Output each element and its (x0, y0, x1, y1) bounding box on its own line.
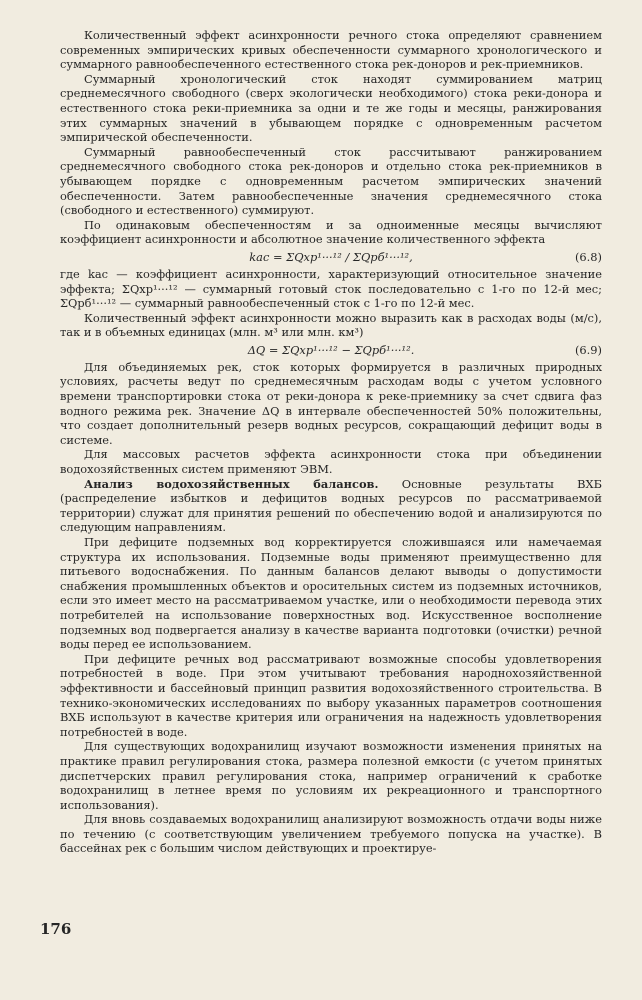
paragraph: При дефиците речных вод рассматривают возможные способы удовлетворения потребностей в воде. При этом учитывают требования народнохозяйственной эффективности и бассейновый принцип развития водохозяйственного строительства. В технико-экономических исследованиях по выбору указанных параметров соотношения ВХБ используют в качестве критерия или ограничения на надежность удовлетворения потребностей в воде. (60, 651, 602, 739)
paragraph: Для объединяемых рек, сток которых формируется в различных природных условиях, расчеты ведут по среднемесячным расходам воды с учетом условного времени транспортировки стока от реки-донора к реке-приемнику за счет сдвига фаз водного режима рек. Значение ΔQ в интервале обеспеченностей 50% положительны, что создает дополнительный резерв водных ресурсов, сокращающий дефицит воды в системе. (60, 359, 602, 447)
formula-text: kас = ΣQхр¹···¹² / ΣQрб¹···¹², (249, 249, 413, 264)
paragraph: Для вновь создаваемых водохранилищ анализируют возможность отдачи воды ниже по течению (с соответствующим увеличением требуемого попуска на участке). В бассейнах рек с большим числом действующих и проектируе- (60, 812, 602, 856)
formula-number: (6.8) (574, 249, 602, 264)
paragraph: Суммарный хронологический сток находят суммированием матриц среднемесячного свободного (сверх экологически необходимого) стока реки-донора и естественного стока реки-приемника за одни и те же годы и месяцы, ранжирования этих суммарных значений в убывающем порядке с одновременным расчетом эмпирической обеспеченности. (60, 71, 602, 145)
section-heading: Анализ водохозяйственных балансов. (84, 476, 379, 491)
paragraph: Суммарный равнообеспеченный сток рассчитывают ранжированием среднемесячного свободного стока рек-доноров и отдельно стока рек-приемников в убывающем порядке с одновременным расчетом эмпирических значений обеспеченности. Затем равнообеспеченные значения среднемесячного стока (свободного и естественного) суммируют. (60, 144, 602, 218)
paragraph: При дефиците подземных вод корректируется сложившаяся или намечаемая структура их использования. Подземные воды применяют преимущественно для питьевого водоснабжения. По данным балансов делают выводы о допустимости снабжения промышленных объектов и оросительных систем из подземных источников, если это имеет место на рассматриваемом участке, или о необходимости перевода этих потребителей на использование поверхностных вод. Искусственное восполнение подземных вод подвергается анализу в качестве варианта подготовки (очистки) речной воды перед ее использованием. (60, 535, 602, 652)
formula-text: ΔQ = ΣQхр¹···¹² − ΣQрб¹···¹². (247, 342, 415, 357)
formula-number: (6.9) (574, 342, 602, 357)
section-body: Основные результаты ВХБ (распределение избытков и дефицитов водных ресурсов по рассматриваемой территории) служат для принятия решений по обеспечению водой и анализируются по следующим направлениям. (60, 476, 602, 535)
paragraph: Для массовых расчетов эффекта асинхронности стока при объединении водохозяйственных систем применяют ЭВМ. (60, 447, 602, 477)
formula-6-9 (60, 342, 602, 358)
paragraph: Для существующих водохранилищ изучают возможности изменения принятых на практике правил регулирования стока, размера полезной емкости (с учетом принятых диспетчерских правил регулирования стока, например ограничений к сработке водохранилищ в летнее время по условиям их рекреационного и транспортного использования). (60, 739, 602, 812)
paragraph: По одинаковым обеспеченностям и за одноименные месяцы вычисляют коэффициент асинхронности и абсолютное значение количественного эффекта (60, 217, 602, 247)
paragraph: Количественный эффект асинхронности можно выразить как в расходах воды (м/с), так и в объемных единицах (млн. м³ или млн. км³) (60, 310, 602, 340)
paragraph: где kас — коэффициент асинхронности, характеризующий относительное значение эффекта; ΣQхр¹···¹² — суммарный готовый сток последовательно с 1-го по 12-й мес; ΣQрб¹···¹² — суммарный равнообеспеченный сток с 1-го по 12-й мес. (60, 266, 602, 311)
paragraph: Количественный эффект асинхронности речного стока определяют сравнением современных эмпирических кривых обеспеченности суммарного хронологического и суммарного равнообеспеченного естественного стока рек-доноров и рек-приемников. (60, 28, 602, 72)
formula-6-8 (60, 249, 602, 265)
page-number: 176 (40, 920, 72, 938)
section-paragraph (60, 477, 602, 535)
